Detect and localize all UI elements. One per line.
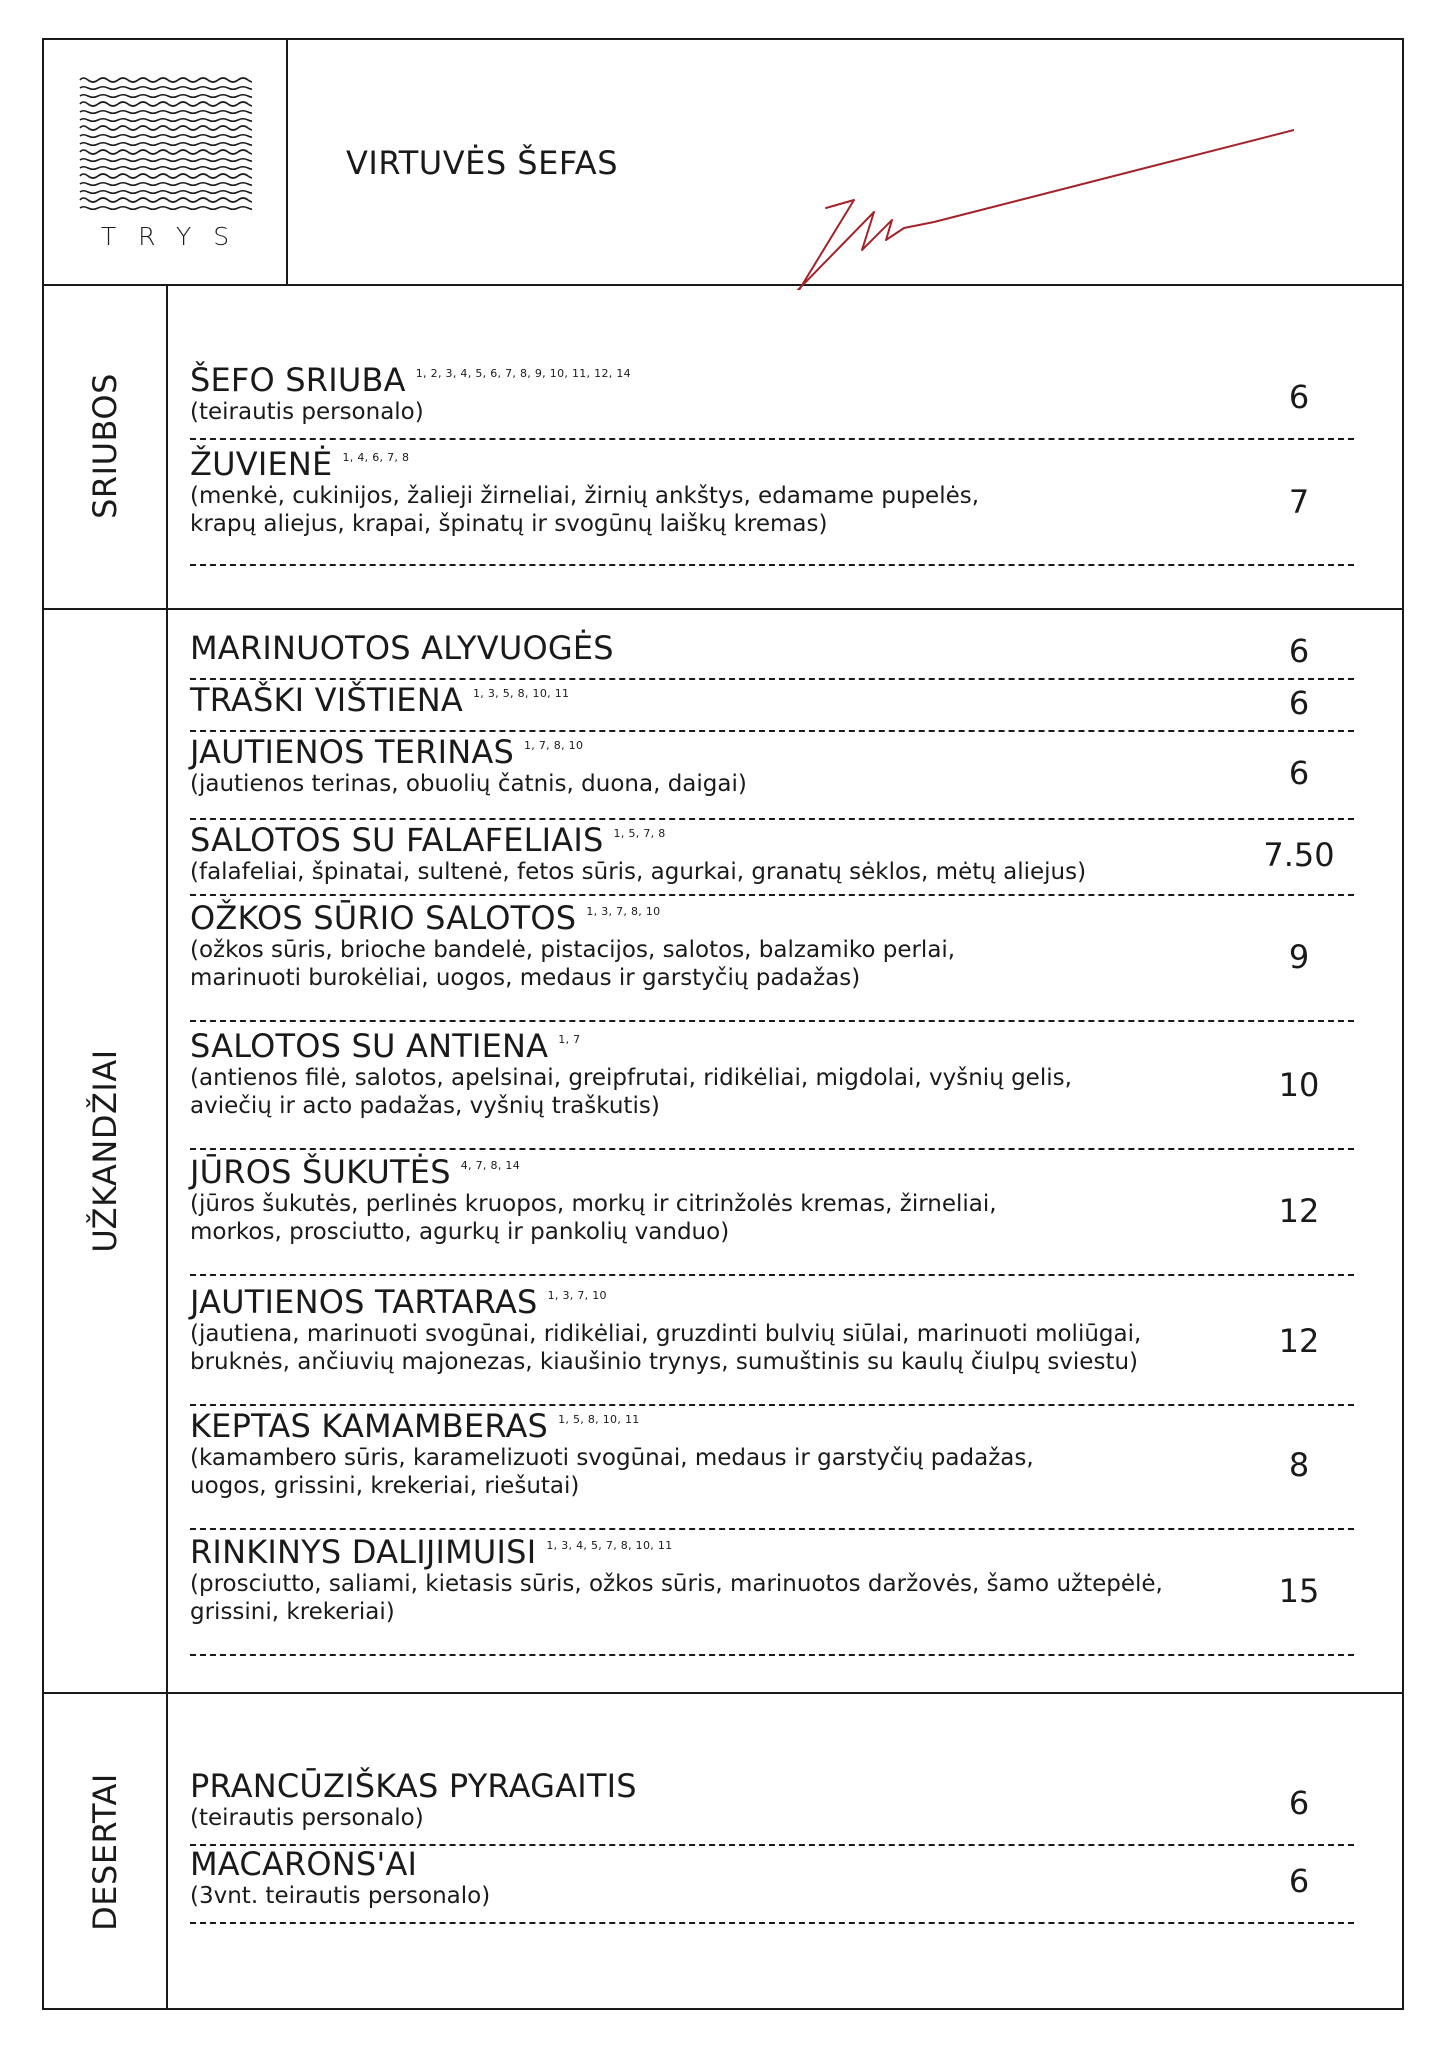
menu-item bbox=[190, 362, 1354, 440]
item-name bbox=[190, 1284, 1354, 1320]
menu-item bbox=[190, 1028, 1354, 1150]
item-description: (menkė, cukinijos, žalieji žirneliai, žirnių ankštys, edamame pupelės, bbox=[190, 483, 980, 509]
item-description: marinuoti burokėliai, uogos, medaus ir garstyčių padažas) bbox=[190, 965, 861, 991]
allergen-codes: 1, 2, 3, 4, 5, 6, 7, 8, 9, 10, 11, 12, 14 bbox=[415, 367, 631, 380]
item-name bbox=[190, 734, 1354, 770]
menu-item bbox=[190, 1408, 1354, 1530]
wave-line bbox=[80, 167, 252, 170]
logo-text: TRYS bbox=[100, 222, 252, 251]
item-name bbox=[190, 1408, 1354, 1444]
menu-item bbox=[190, 1284, 1354, 1406]
menu-header bbox=[44, 40, 1402, 286]
item-description: morkos, prosciutto, agurkų ir pankolių vanduo) bbox=[190, 1219, 730, 1245]
wave-line bbox=[80, 183, 252, 186]
section-title: UŽKANDŽIAI bbox=[86, 1049, 124, 1253]
item-name-text: JAUTIENOS TERINAS bbox=[190, 733, 514, 771]
allergen-codes: 1, 7, 8, 10 bbox=[523, 739, 584, 752]
item-price: 12 bbox=[1278, 1192, 1320, 1230]
item-name-text: KEPTAS KAMAMBERAS bbox=[190, 1407, 549, 1445]
item-price: 10 bbox=[1278, 1066, 1320, 1104]
item-price: 6 bbox=[1288, 632, 1310, 670]
item-name bbox=[190, 900, 1354, 936]
wave-line bbox=[80, 135, 252, 138]
menu-item bbox=[190, 1846, 1354, 1924]
wave-line bbox=[80, 78, 252, 82]
logo bbox=[44, 40, 288, 284]
item-name bbox=[190, 446, 1354, 482]
menu-item bbox=[190, 682, 1354, 732]
waves-logo-icon bbox=[78, 74, 252, 214]
item-name bbox=[190, 1768, 1354, 1804]
item-name-text: PRANCŪZIŠKAS PYRAGAITIS bbox=[190, 1767, 637, 1805]
wave-line bbox=[80, 119, 252, 122]
wave-line bbox=[80, 95, 252, 98]
item-description: (kamambero sūris, karamelizuoti svogūnai, medaus ir garstyčių padažas, bbox=[190, 1445, 1034, 1471]
item-description: (antienos filė, salotos, apelsinai, greipfrutai, ridikėliai, migdolai, vyšnių gelis, bbox=[190, 1065, 1072, 1091]
section-uzkandziai bbox=[44, 610, 1402, 1694]
wave-line bbox=[80, 198, 252, 202]
item-description: (jautiena, marinuoti svogūnai, ridikėliai, gruzdinti bulvių siūlai, marinuoti moliūgai, bbox=[190, 1321, 1142, 1347]
item-name-text: JAUTIENOS TARTARAS bbox=[190, 1283, 538, 1321]
menu-item bbox=[190, 1154, 1354, 1276]
item-description: (jūros šukutės, perlinės kruopos, morkų ir citrinžolės kremas, žirneliai, bbox=[190, 1191, 997, 1217]
item-description: aviečių ir acto padažas, vyšnių traškutis) bbox=[190, 1093, 660, 1119]
allergen-codes: 1, 5, 7, 8 bbox=[613, 827, 666, 840]
item-name-text: RINKINYS DALIJIMUISI bbox=[190, 1533, 537, 1571]
menu-frame bbox=[42, 38, 1404, 2010]
item-price: 12 bbox=[1278, 1322, 1320, 1360]
item-name-text: ŠEFO SRIUBA bbox=[190, 361, 406, 399]
wave-line bbox=[80, 102, 252, 106]
menu-item bbox=[190, 630, 1354, 680]
allergen-codes: 1, 3, 7, 8, 10 bbox=[586, 905, 661, 918]
item-name bbox=[190, 630, 1354, 666]
item-price: 6 bbox=[1288, 1862, 1310, 1900]
item-price: 6 bbox=[1288, 1784, 1310, 1822]
item-description: (teirautis personalo) bbox=[190, 399, 424, 425]
section-desertai bbox=[44, 1694, 1402, 2010]
item-name-text: MACARONS'AI bbox=[190, 1845, 418, 1883]
wave-line bbox=[80, 143, 252, 146]
item-price: 6 bbox=[1288, 684, 1310, 722]
menu-item bbox=[190, 446, 1354, 566]
item-description: (jautienos terinas, obuolių čatnis, duona, daigai) bbox=[190, 771, 747, 797]
section-label-cell bbox=[44, 610, 168, 1692]
item-name bbox=[190, 822, 1354, 858]
section-label-cell bbox=[44, 284, 168, 608]
section-title: SRIUBOS bbox=[86, 373, 124, 519]
wave-line bbox=[80, 159, 252, 162]
item-price: 9 bbox=[1288, 938, 1310, 976]
item-description: (teirautis personalo) bbox=[190, 1805, 424, 1831]
item-price: 15 bbox=[1278, 1572, 1320, 1610]
allergen-codes: 1, 7 bbox=[558, 1033, 581, 1046]
item-description: (falafeliai, špinatai, sultenė, fetos sūris, agurkai, granatų sėklos, mėtų aliejus) bbox=[190, 859, 1087, 885]
item-name bbox=[190, 362, 1354, 398]
item-name-text: SALOTOS SU FALAFELIAIS bbox=[190, 821, 604, 859]
allergen-codes: 1, 3, 4, 5, 7, 8, 10, 11 bbox=[546, 1539, 673, 1552]
wave-line bbox=[80, 150, 252, 154]
section-sriubos bbox=[44, 284, 1402, 610]
wave-line bbox=[80, 191, 252, 194]
item-price: 6 bbox=[1288, 754, 1310, 792]
allergen-codes: 1, 4, 6, 7, 8 bbox=[342, 451, 410, 464]
item-name bbox=[190, 1534, 1354, 1570]
item-description: (prosciutto, saliami, kietasis sūris, ožkos sūris, marinuotos daržovės, šamo užtepėlė, bbox=[190, 1571, 1163, 1597]
allergen-codes: 1, 5, 8, 10, 11 bbox=[558, 1413, 640, 1426]
item-price: 7 bbox=[1288, 483, 1310, 521]
wave-line bbox=[80, 111, 252, 114]
item-name bbox=[190, 1028, 1354, 1064]
menu-item bbox=[190, 734, 1354, 820]
menu-item bbox=[190, 1768, 1354, 1846]
menu-item bbox=[190, 1534, 1354, 1656]
item-price: 8 bbox=[1288, 1446, 1310, 1484]
menu-item bbox=[190, 822, 1354, 896]
menu-item bbox=[190, 900, 1354, 1022]
allergen-codes: 4, 7, 8, 14 bbox=[460, 1159, 521, 1172]
item-name-text: MARINUOTOS ALYVUOGĖS bbox=[190, 629, 614, 667]
item-name-text: OŽKOS SŪRIO SALOTOS bbox=[190, 899, 577, 937]
wave-line bbox=[80, 174, 252, 178]
wave-line bbox=[80, 87, 252, 90]
wave-line bbox=[80, 126, 252, 130]
item-description: bruknės, ančiuvių majonezas, kiaušinio trynys, sumuštinis su kaulų čiulpų sviestu) bbox=[190, 1349, 1139, 1375]
item-price: 6 bbox=[1288, 378, 1310, 416]
chef-label: VIRTUVĖS ŠEFAS bbox=[346, 144, 618, 182]
item-price: 7.50 bbox=[1263, 836, 1335, 874]
allergen-codes: 1, 3, 7, 10 bbox=[547, 1289, 607, 1302]
item-name bbox=[190, 682, 1354, 718]
wave-line bbox=[80, 207, 252, 210]
section-title: DESERTAI bbox=[86, 1773, 124, 1931]
item-name bbox=[190, 1154, 1354, 1190]
item-description: krapų aliejus, krapai, špinatų ir svogūnų laiškų kremas) bbox=[190, 511, 828, 537]
allergen-codes: 1, 3, 5, 8, 10, 11 bbox=[472, 687, 570, 700]
item-description: (3vnt. teirautis personalo) bbox=[190, 1883, 491, 1909]
chef-signature bbox=[774, 90, 1294, 290]
item-name bbox=[190, 1846, 1354, 1882]
item-description: uogos, grissini, krekeriai, riešutai) bbox=[190, 1473, 580, 1499]
item-name-text: TRAŠKI VIŠTIENA bbox=[190, 681, 463, 719]
item-description: (ožkos sūris, brioche bandelė, pistacijos, salotos, balzamiko perlai, bbox=[190, 937, 956, 963]
item-description: grissini, krekeriai) bbox=[190, 1599, 395, 1625]
item-name-text: SALOTOS SU ANTIENA bbox=[190, 1027, 549, 1065]
item-name-text: ŽUVIENĖ bbox=[190, 445, 333, 483]
section-label-cell bbox=[44, 1694, 168, 2010]
item-name-text: JŪROS ŠUKUTĖS bbox=[190, 1153, 451, 1191]
